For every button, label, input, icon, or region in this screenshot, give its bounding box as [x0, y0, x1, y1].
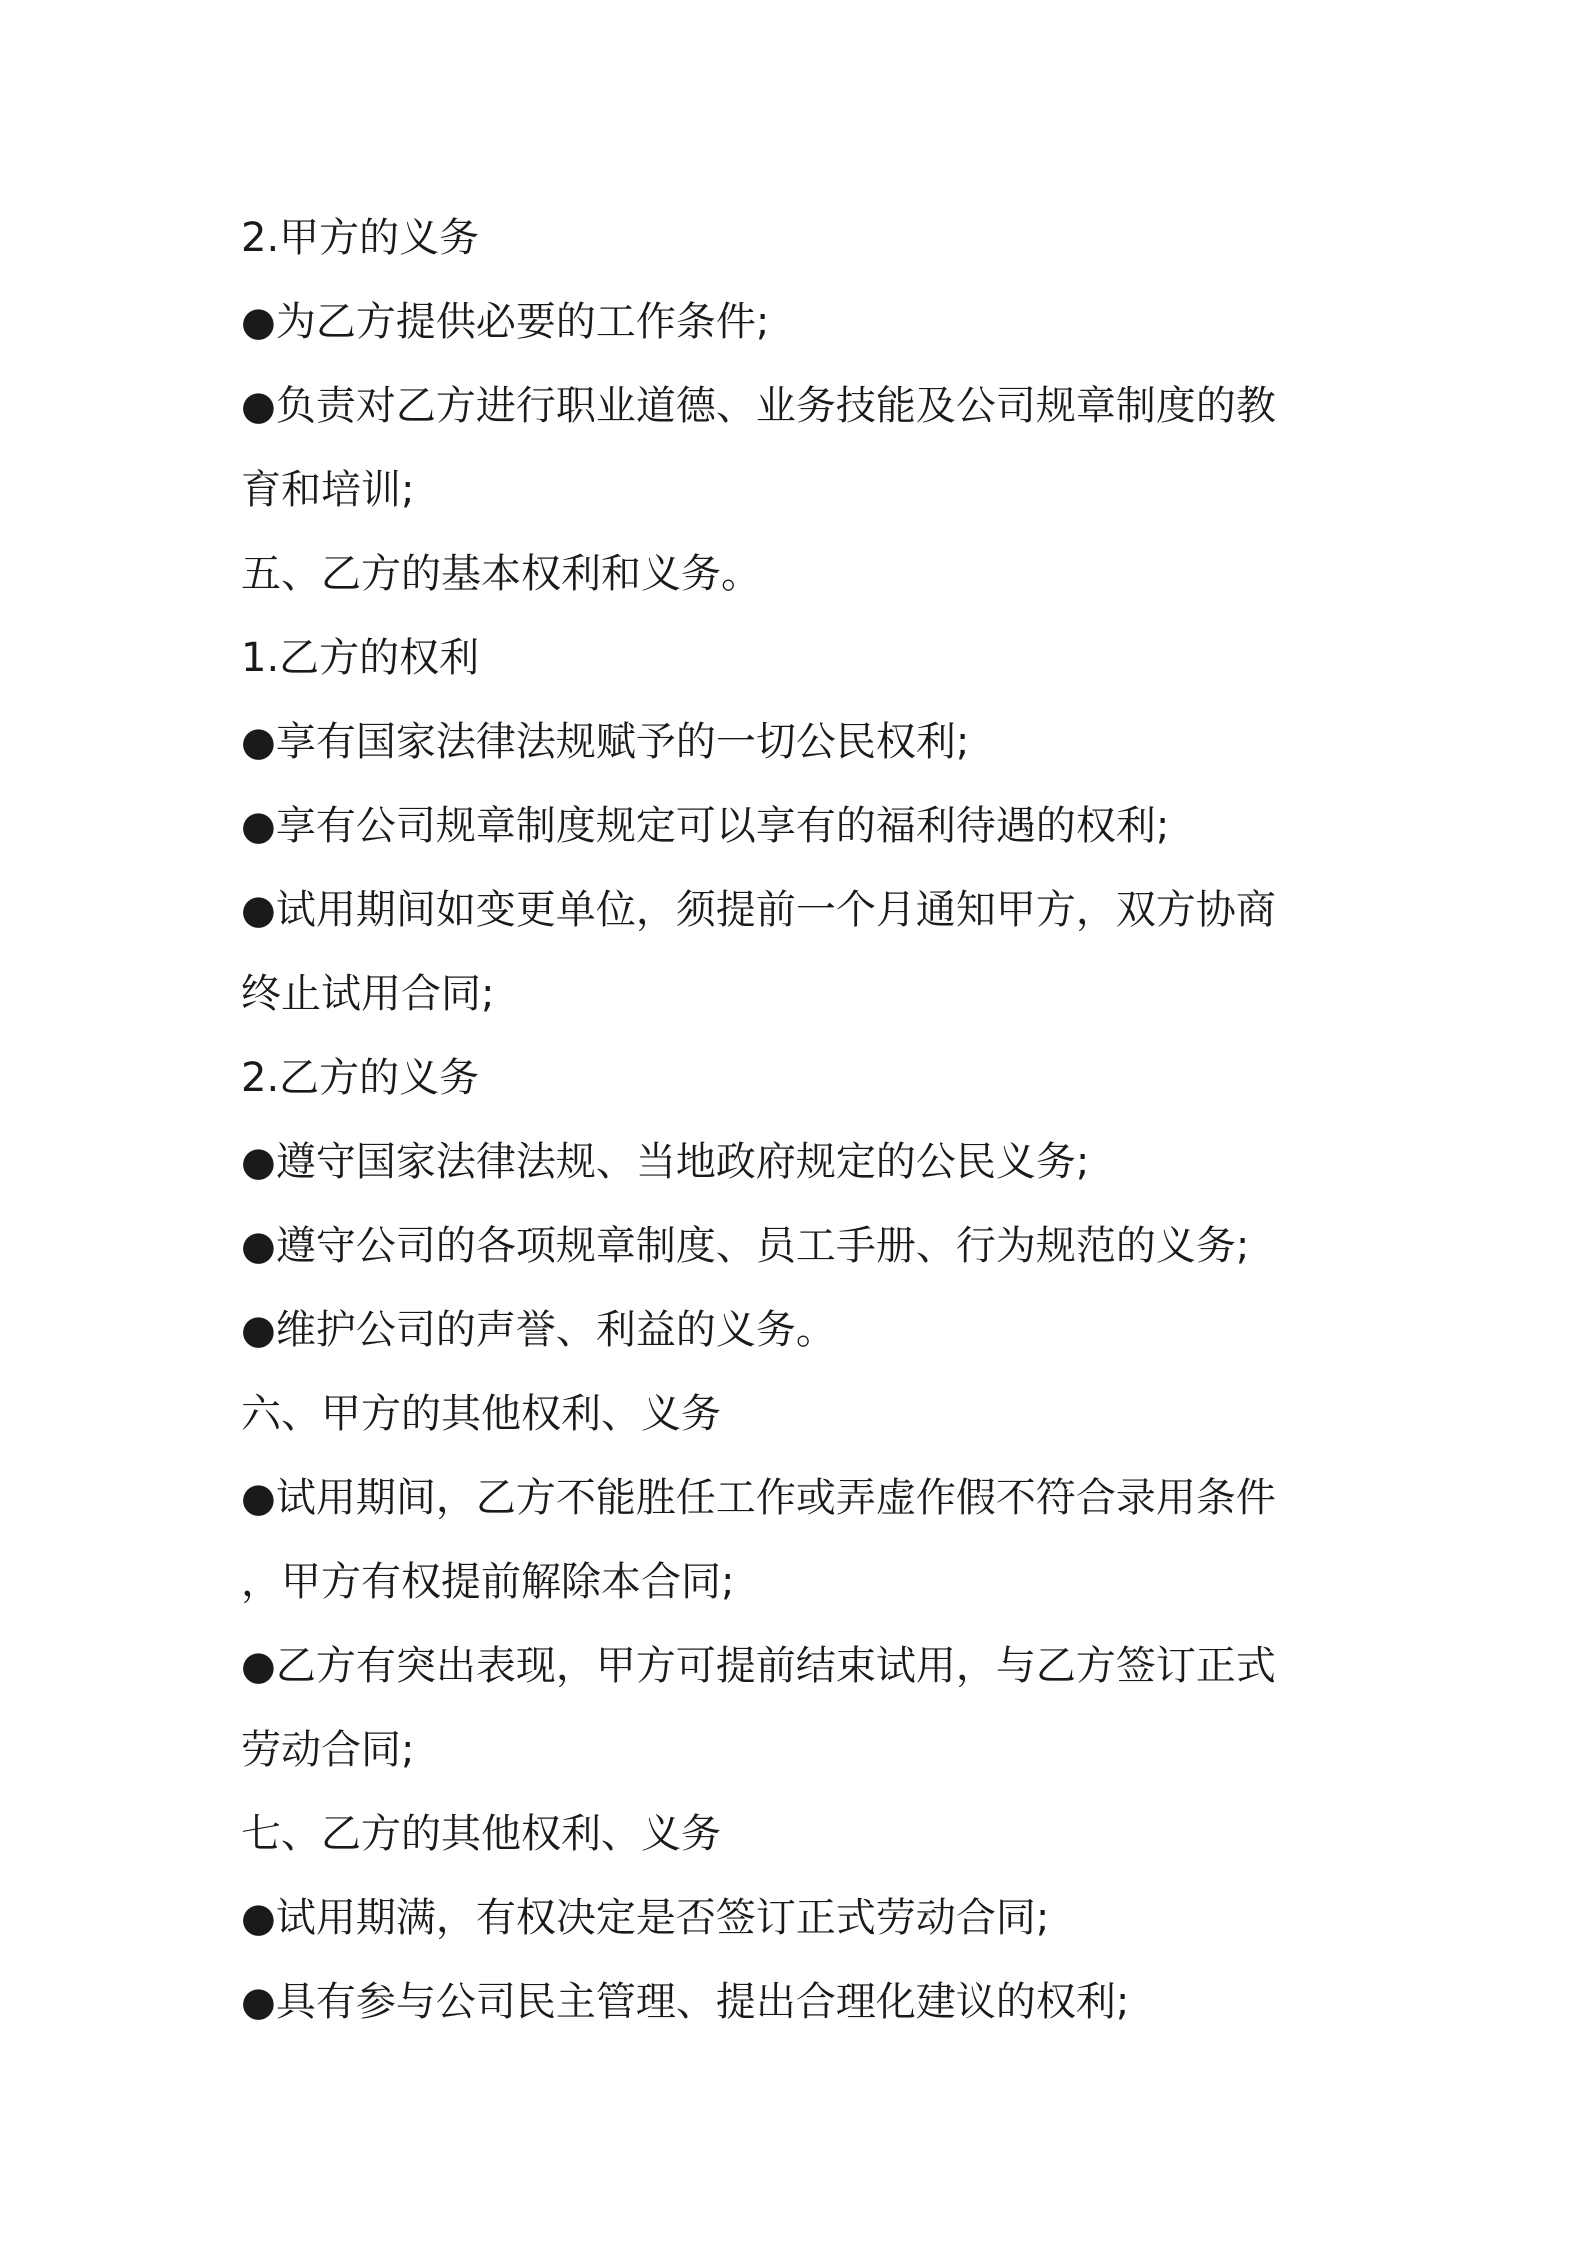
section-heading: 七、乙方的其他权利、义务 [241, 1811, 721, 1857]
bullet-item: ●维护公司的声誉、利益的义务。 [241, 1307, 836, 1353]
document-body [241, 196, 1366, 2044]
bullet-item-continuation: 劳动合同; [241, 1727, 415, 1773]
subsection-heading: 1.乙方的权利 [241, 635, 480, 681]
bullet-item: ●负责对乙方进行职业道德、业务技能及公司规章制度的教 [241, 383, 1276, 429]
bullet-item: ●遵守国家法律法规、当地政府规定的公民义务; [241, 1139, 1090, 1185]
bullet-item: ●试用期间，乙方不能胜任工作或弄虚作假不符合录用条件 [241, 1475, 1276, 1521]
bullet-item: ●享有公司规章制度规定可以享有的福利待遇的权利; [241, 803, 1170, 849]
bullet-item: ●遵守公司的各项规章制度、员工手册、行为规范的义务; [241, 1223, 1250, 1269]
section-heading: 2.甲方的义务 [241, 215, 480, 261]
bullet-item-continuation: 终止试用合同; [241, 971, 495, 1017]
bullet-item: ●试用期间如变更单位，须提前一个月通知甲方，双方协商 [241, 887, 1276, 933]
bullet-item: ●为乙方提供必要的工作条件; [241, 299, 770, 345]
bullet-item-continuation: ，甲方有权提前解除本合同; [241, 1559, 735, 1605]
section-heading: 五、乙方的基本权利和义务。 [241, 551, 761, 597]
subsection-heading: 2.乙方的义务 [241, 1055, 480, 1101]
bullet-item-continuation: 育和培训; [241, 467, 415, 513]
bullet-item: ●具有参与公司民主管理、提出合理化建议的权利; [241, 1979, 1130, 2025]
bullet-item: ●试用期满，有权决定是否签订正式劳动合同; [241, 1895, 1050, 1941]
section-heading: 六、甲方的其他权利、义务 [241, 1391, 721, 1437]
bullet-item: ●享有国家法律法规赋予的一切公民权利; [241, 719, 970, 765]
bullet-item: ●乙方有突出表现，甲方可提前结束试用，与乙方签订正式 [241, 1643, 1276, 1689]
